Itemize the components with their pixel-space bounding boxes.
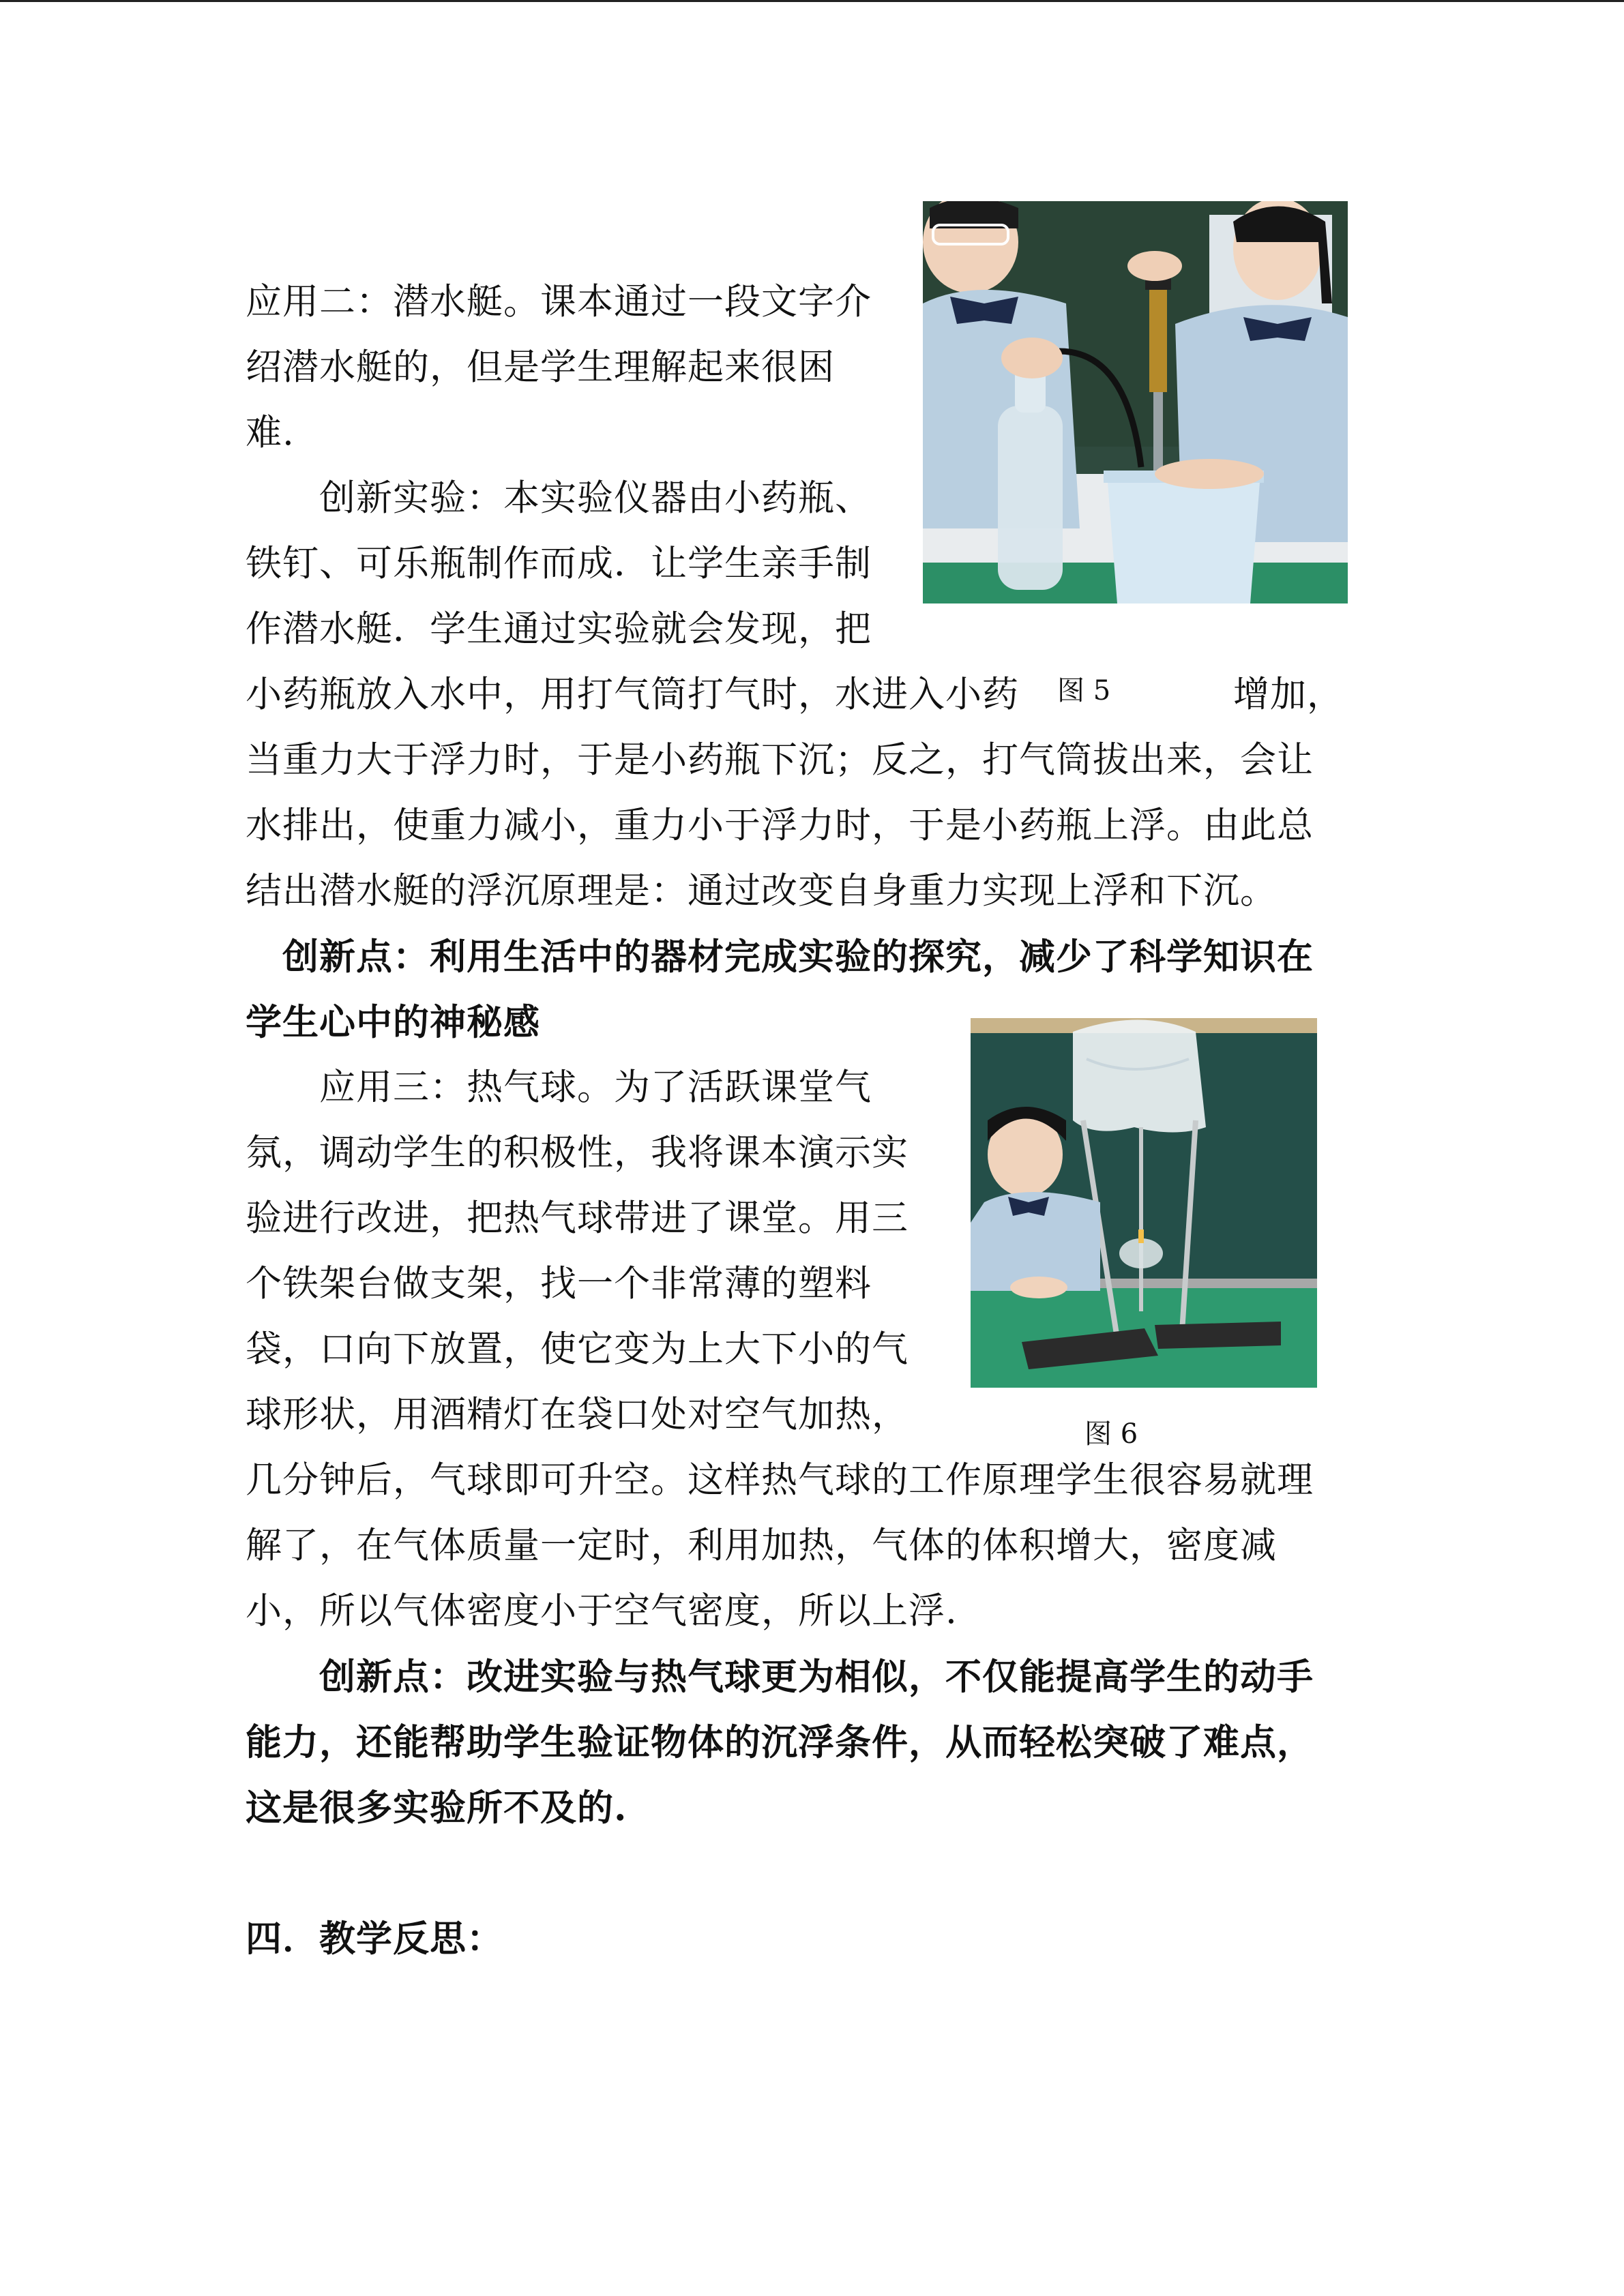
paragraph-line: 结出潜水艇的浮沉原理是：通过改变自身重力实现上浮和下沉。 (246, 870, 1277, 912)
paragraph-line: 小，所以气体密度小于空气密度，所以上浮. (246, 1590, 958, 1632)
innovation-point-line: 创新点：改进实验与热气球更为相似，不仅能提高学生的动手 (246, 1656, 1314, 1698)
figure-5-photo (923, 201, 1348, 603)
paragraph-line: 难. (246, 412, 295, 453)
paragraph-line: 创新实验：本实验仪器由小药瓶、 (246, 477, 872, 519)
innovation-point-line: 这是很多实验所不及的. (246, 1787, 628, 1829)
paragraph-line: 验进行改进，把热气球带进了课堂。用三 (246, 1197, 909, 1239)
innovation-point-line: 创新点：利用生活中的器材完成实验的探究，减少了科学知识在 (246, 936, 1314, 978)
paragraph-line: 绍潜水艇的，但是学生理解起来很困 (246, 346, 835, 388)
paragraph-line: 袋，口向下放置，使它变为上大下小的气 (246, 1328, 909, 1370)
paragraph-line: 解了，在气体质量一定时，利用加热，气体的体积增大，密度减 (246, 1525, 1277, 1566)
figure-6-photo (971, 1018, 1317, 1388)
paragraph-line: 小药瓶放入水中，用打气筒打气时，水进入小药 (246, 674, 1019, 715)
innovation-point-line: 学生心中的神秘感 (246, 1001, 540, 1043)
paragraph-line: 个铁架台做支架，找一个非常薄的塑料 (246, 1263, 872, 1304)
page-top-border (0, 0, 1624, 2)
paragraph-line: 几分钟后，气球即可升空。这样热气球的工作原理学生很容易就理 (246, 1459, 1314, 1501)
paragraph-line: 当重力大于浮力时，于是小药瓶下沉；反之，打气筒拔出来，会让 (246, 739, 1314, 781)
paragraph-line: 铁钉、可乐瓶制作而成．让学生亲手制 (246, 543, 872, 584)
paragraph-line: 氛，调动学生的积极性，我将课本演示实 (246, 1132, 909, 1174)
paragraph-line: 球形状，用酒精灯在袋口处对空气加热， (246, 1394, 909, 1435)
paragraph-line: 水排出，使重力减小，重力小于浮力时，于是小药瓶上浮。由此总 (246, 805, 1314, 846)
innovation-point-line: 能力，还能帮助学生验证物体的沉浮条件，从而轻松突破了难点， (246, 1721, 1314, 1763)
paragraph-line: 应用二：潜水艇。课本通过一段文字介 (246, 281, 872, 323)
figure-5-caption: 图 5 (1057, 675, 1111, 706)
paragraph-line: 作潜水艇．学生通过实验就会发现，把 (246, 608, 872, 650)
section-4-heading: 四．教学反思： (246, 1918, 503, 1960)
paragraph-line: 增加， (1233, 674, 1344, 715)
figure-6-caption: 图 6 (1084, 1418, 1138, 1450)
paragraph-line: 应用三：热气球。为了活跃课堂气 (246, 1067, 872, 1108)
